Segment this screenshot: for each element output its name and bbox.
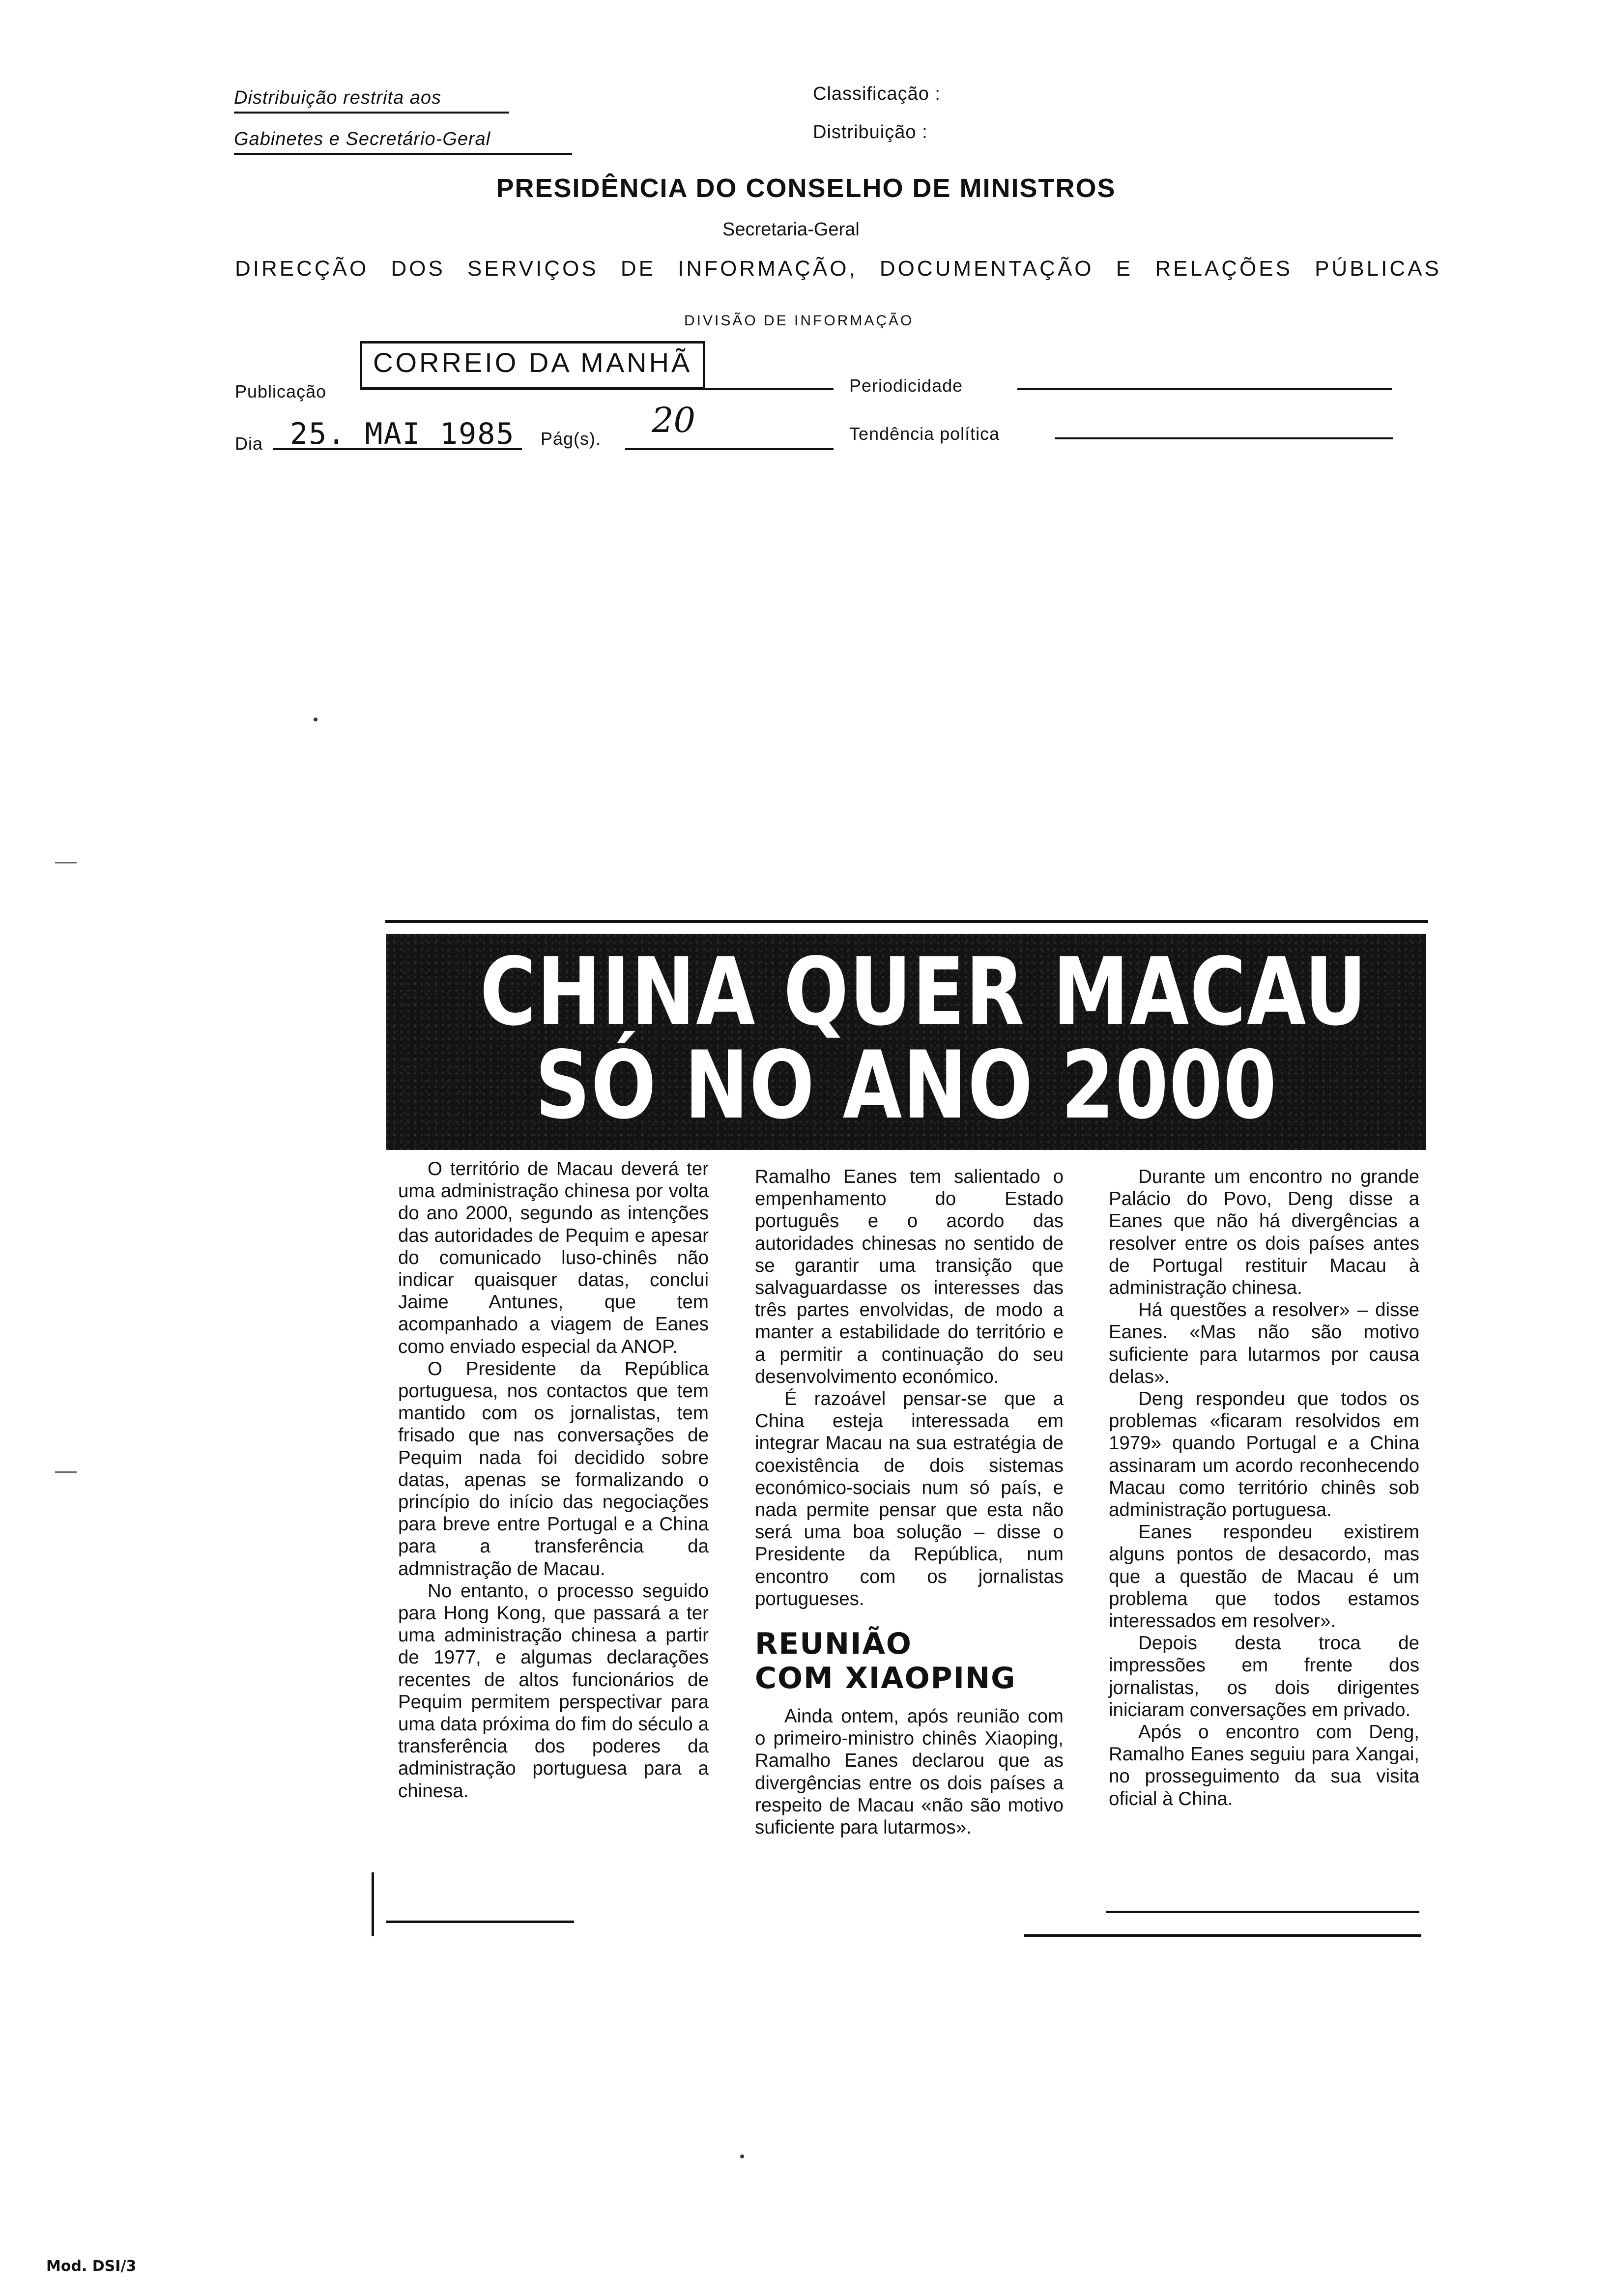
- article-top-rule: [385, 920, 1428, 923]
- article-column-1: [398, 1158, 709, 1802]
- column-2-end-rule: [1024, 1934, 1421, 1937]
- pages-label: Pág(s).: [541, 429, 602, 449]
- margin-mark: [372, 1872, 374, 1936]
- subheading: [755, 1627, 1064, 1695]
- article-paragraph: Há questões a resolver» – disse Eanes. «Mas não são motivo suficiente para lutarmos por causa delas».: [1109, 1299, 1419, 1387]
- article-paragraph: Eanes respondeu existirem alguns pontos de desacordo, mas que a questão de Macau é um problema que todos estamos interessados em resolver».: [1109, 1521, 1419, 1632]
- scan-speck: [740, 2154, 744, 2158]
- tendency-label: Tendência política: [849, 424, 1000, 444]
- publication-underline: [360, 388, 834, 390]
- page-title: PRESIDÊNCIA DO CONSELHO DE MINISTROS: [496, 173, 1116, 203]
- periodicity-underline: [1017, 388, 1392, 390]
- article-paragraph: Deng respondeu que todos os problemas «ficaram resolvidos em 1979» quando Portugal e a China assinaram um acordo reconhecendo Macau como território chinês sob administração portuguesa.: [1109, 1388, 1419, 1521]
- subheading-line1: REUNIÃO: [755, 1627, 912, 1662]
- distribution-label: Distribuição :: [813, 122, 928, 143]
- subheading-line2: COM XIAOPING: [755, 1661, 1016, 1696]
- column-3-end-rule: [1106, 1911, 1419, 1913]
- column-1-end-rule: [386, 1921, 574, 1923]
- date-stamp: 25. MAI 1985: [290, 417, 515, 451]
- headline-banner: [386, 934, 1426, 1150]
- division-line: DIVISÃO DE INFORMAÇÃO: [684, 313, 914, 329]
- article-paragraph: Ainda ontem, após reunião com o primeiro-ministro chinês Xiaoping, Ramalho Eanes declarou que as divergências entre os dois países a respeito de Macau «não são motivo suficiente para lutarmos».: [755, 1706, 1064, 1838]
- article-paragraph: Após o encontro com Deng, Ramalho Eanes seguiu para Xangai, no prosseguimento da sua visita oficial à China.: [1109, 1722, 1419, 1809]
- restricted-distribution-line1: Distribuição restrita aos: [234, 87, 509, 114]
- tendency-underline: [1055, 437, 1393, 439]
- article-paragraph: É razoável pensar-se que a China esteja interessada em integrar Macau na sua estratégia de coexistência de dois sistemas económico-sociais num só país, e nada permite pensar que esta não será uma boa solução – disse o Presidente da República, num encontro com os jornalistas portugueses.: [755, 1388, 1064, 1609]
- article-paragraph: Depois desta troca de impressões em frente dos jornalistas, os dois dirigentes iniciaram conversações em privado.: [1109, 1633, 1419, 1721]
- restricted-distribution-line2: Gabinetes e Secretário-Geral: [234, 129, 572, 155]
- scan-speck: [314, 718, 317, 721]
- headline-line1: CHINA QUER MACAU: [480, 938, 1368, 1046]
- article-paragraph: O território de Macau deverá ter uma administração chinesa por volta do ano 2000, segundo as intenções das autoridades de Pequim e apesar do comunicado luso-chinês não indicar quaisquer datas, conclui Jaime Antunes, que tem acompanhado a viagem de Eanes como enviado especial da ANOP.: [398, 1158, 709, 1357]
- scan-mark: [55, 862, 77, 863]
- day-label: Dia: [235, 433, 263, 454]
- article-paragraph: O Presidente da República portuguesa, nos contactos que tem mantido com os jornalistas, tem frisado que nas conversações de Pequim nada foi decidido sobre datas, apenas se formalizando o princípio do início das negociações para breve entre Portugal e a China para a transferência da admnistração de Macau.: [398, 1358, 709, 1579]
- periodicity-label: Periodicidade: [849, 375, 963, 396]
- page-subtitle: Secretaria-Geral: [722, 219, 860, 240]
- article-paragraph: Durante um encontro no grande Palácio do Povo, Deng disse a Eanes que não há divergências a resolver entre os dois países antes de Portugal restituir Macau à administração chinesa.: [1109, 1166, 1419, 1299]
- article-column-2: [755, 1166, 1064, 1838]
- publication-value: CORREIO DA MANHÃ: [373, 347, 692, 378]
- article-paragraph: Ramalho Eanes tem salientado o empenhamento do Estado português e o acordo das autoridades chinesas no sentido de se garantir uma transição que salvaguardasse os interesses das três partes envolvidas, de modo a manter a estabilidade do território e a permitir a continuação do seu desenvolvimento económico.: [755, 1166, 1064, 1387]
- pages-underline: [625, 448, 834, 450]
- scan-mark: [55, 1471, 77, 1473]
- form-code: Mod. DSI/3: [46, 2258, 137, 2275]
- pages-handwritten-value: 20: [652, 400, 696, 440]
- publication-stamp: [360, 341, 705, 389]
- article-paragraph: No entanto, o processo seguido para Hong Kong, que passará a ter uma administração chinesa a partir de 1977, e algumas declarações recentes de altos funcionários de Pequim permitem perspectivar para uma data próxima do fim do século a transferência dos poderes da administração portuguesa para a chinesa.: [398, 1580, 709, 1802]
- publication-label: Publicação: [235, 381, 327, 402]
- article-column-3: [1109, 1166, 1419, 1810]
- headline-line2: SÓ NO ANO 2000: [535, 1031, 1278, 1140]
- classification-label: Classificação :: [813, 84, 941, 104]
- directorate-line: DIRECÇÃO DOS SERVIÇOS DE INFORMAÇÃO, DOCUMENTAÇÃO E RELAÇÕES PÚBLICAS: [235, 257, 1441, 281]
